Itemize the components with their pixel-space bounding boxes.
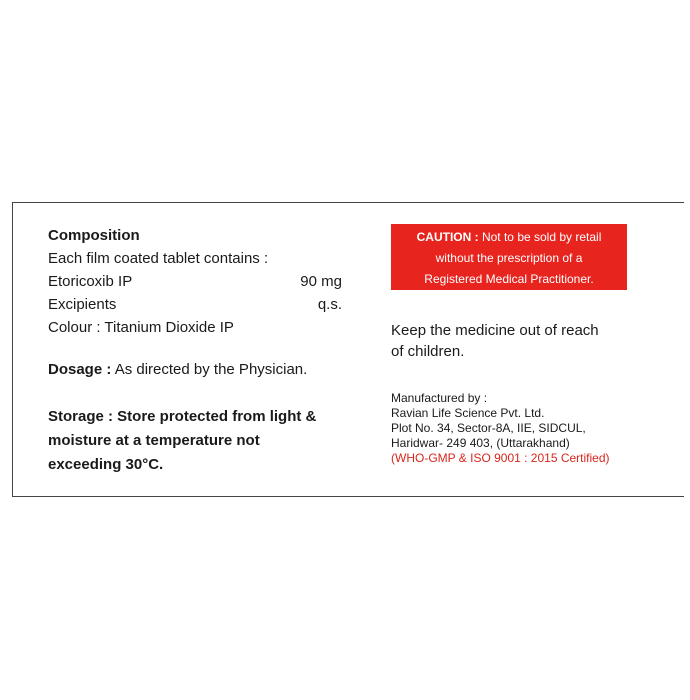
keep-out-of-reach <box>391 320 631 362</box>
caution-label: CAUTION : <box>416 230 479 244</box>
manufacturer-section <box>391 391 641 466</box>
manufacturer-address-1: Plot No. 34, Sector-8A, IIE, SIDCUL, <box>391 421 586 435</box>
composition-row-etoricoxib <box>48 270 342 293</box>
dosage-text: As directed by the Physician. <box>114 361 308 378</box>
manufacturer-label: Manufactured by : <box>391 391 488 405</box>
caution-text: Not to be sold by retail <box>481 230 602 244</box>
caution-line-2: without the prescription of a <box>435 251 583 265</box>
storage-line: Storage : Store protected from light & <box>48 408 317 425</box>
composition-section <box>48 224 348 339</box>
certification-text: (WHO-GMP & ISO 9001 : 2015 Certified) <box>391 451 610 465</box>
caution-line-3: Registered Medical Practitioner. <box>424 272 594 286</box>
keep-line-2: of children. <box>391 343 465 360</box>
manufacturer-name: Ravian Life Science Pvt. Ltd. <box>391 406 545 420</box>
storage-line: exceeding 30°C. <box>48 456 164 473</box>
storage-line: moisture at a temperature not <box>48 432 260 449</box>
ingredient-name: Etoricoxib IP <box>48 273 133 290</box>
keep-line-1: Keep the medicine out of reach <box>391 322 599 339</box>
ingredient-name: Excipients <box>48 296 117 313</box>
ingredient-amount: q.s. <box>317 296 342 313</box>
manufacturer-address-2: Haridwar- 249 403, (Uttarakhand) <box>391 436 570 450</box>
storage-section <box>48 405 358 477</box>
dosage-section <box>48 361 368 378</box>
ingredient-amount: 90 mg <box>300 273 342 290</box>
composition-colour: Colour : Titanium Dioxide IP <box>48 319 234 336</box>
caution-box <box>391 224 627 290</box>
composition-heading: Composition <box>48 227 140 244</box>
caution-line-1 <box>391 227 627 248</box>
dosage-label: Dosage : <box>48 361 112 378</box>
composition-intro: Each film coated tablet contains : <box>48 250 269 267</box>
composition-row-excipients <box>48 293 342 316</box>
